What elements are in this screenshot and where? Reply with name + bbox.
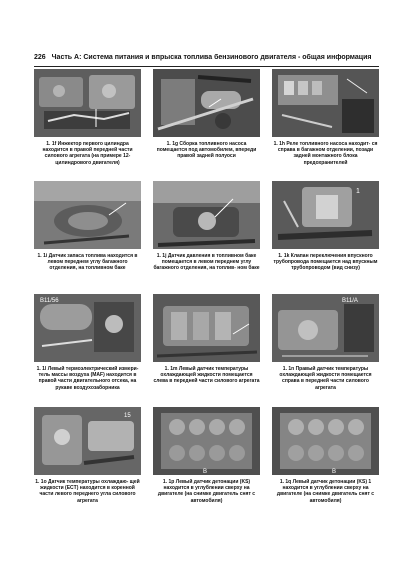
right-coolant-sensor-photo	[272, 294, 379, 362]
ect-sensor-photo	[34, 407, 141, 475]
figure-caption: 1. 1k Клапан переключения впускного трубопровода помещается над впускным трубопроводом (вид снизу)	[273, 253, 378, 272]
callout-label: B	[332, 469, 337, 475]
figure-caption: 1. 1o Датчик температуры охлаждаю- щей жидкости (ECT) находится в коренной части левого переднего угла силового агрегата	[35, 479, 140, 504]
figure-caption: 1. 1m Левый датчик температуры охлаждающей жидкости помещается слева в передней части силового агрегата	[153, 366, 260, 385]
pressure-sensor-photo	[153, 181, 260, 249]
figure-caption: 1. 1h Реле топливного насоса находит- ся справа в багажном отделении, позади задней монтажного блока предохранителей	[273, 141, 378, 166]
callout-label: 1	[356, 188, 360, 195]
figure-caption: 1. 1g Сборка топливного насоса помещается под автомобилем, впереди правой задней полуоси	[156, 141, 257, 160]
page-number: 226	[34, 54, 46, 61]
engine-photo	[34, 69, 141, 137]
callout-label: B11/56	[40, 298, 59, 304]
page-header	[34, 54, 379, 67]
figure-caption: 1. 1n Правый датчик температуры охлаждающей жидкости помещается справа в передней части силового агрегата	[279, 366, 372, 391]
page-title: Часть А: Система питания и впрыска топлива бензинового двигателя - общая информация	[51, 54, 372, 61]
figure-caption: 1. 1f Инжектор первого цилиндра находится в правой передней части силового агрегата (на примере 12-цилиндрового двигателя)	[42, 141, 133, 166]
callout-label: B	[203, 469, 208, 475]
figure-caption: 1. 1p Левый датчик детонации (KS) находится в углублении сверху на двигателе (на снимке двигатель снят с автомобиля)	[157, 479, 256, 504]
callout-label: B11/A	[342, 298, 358, 304]
left-coolant-sensor-photo	[153, 294, 260, 362]
figure-caption: 1. 1j Датчик давления в топливном баке помещается в левом переднем углу багажного отделения, на топлив- ном баке	[153, 253, 260, 272]
right-knock-sensor-photo	[272, 407, 379, 475]
figure-caption: 1. 1q Левый датчик детонации (KS) 1 находится в углублении сверху на двигателе (на снимке двигатель снят с автомобиля)	[276, 479, 375, 504]
maf-sensor-photo	[34, 294, 141, 362]
left-knock-sensor-photo	[153, 407, 260, 475]
figure-caption: 1. 1l Левый термоэлектрический измери- тель массы воздуха (MAF) находится в правой части двигательного отсека, на рукаве воздухозаборника	[36, 366, 139, 391]
relay-photo	[272, 69, 379, 137]
callout-label: 15	[124, 413, 131, 419]
figure-caption: 1. 1i Датчик запаса топлива находится в левом переднем углу багажного отделения, на топливном баке	[37, 253, 138, 272]
fuel-level-sensor-photo	[34, 181, 141, 249]
fuel-pump-photo	[153, 69, 260, 137]
valve-photo	[272, 181, 379, 249]
